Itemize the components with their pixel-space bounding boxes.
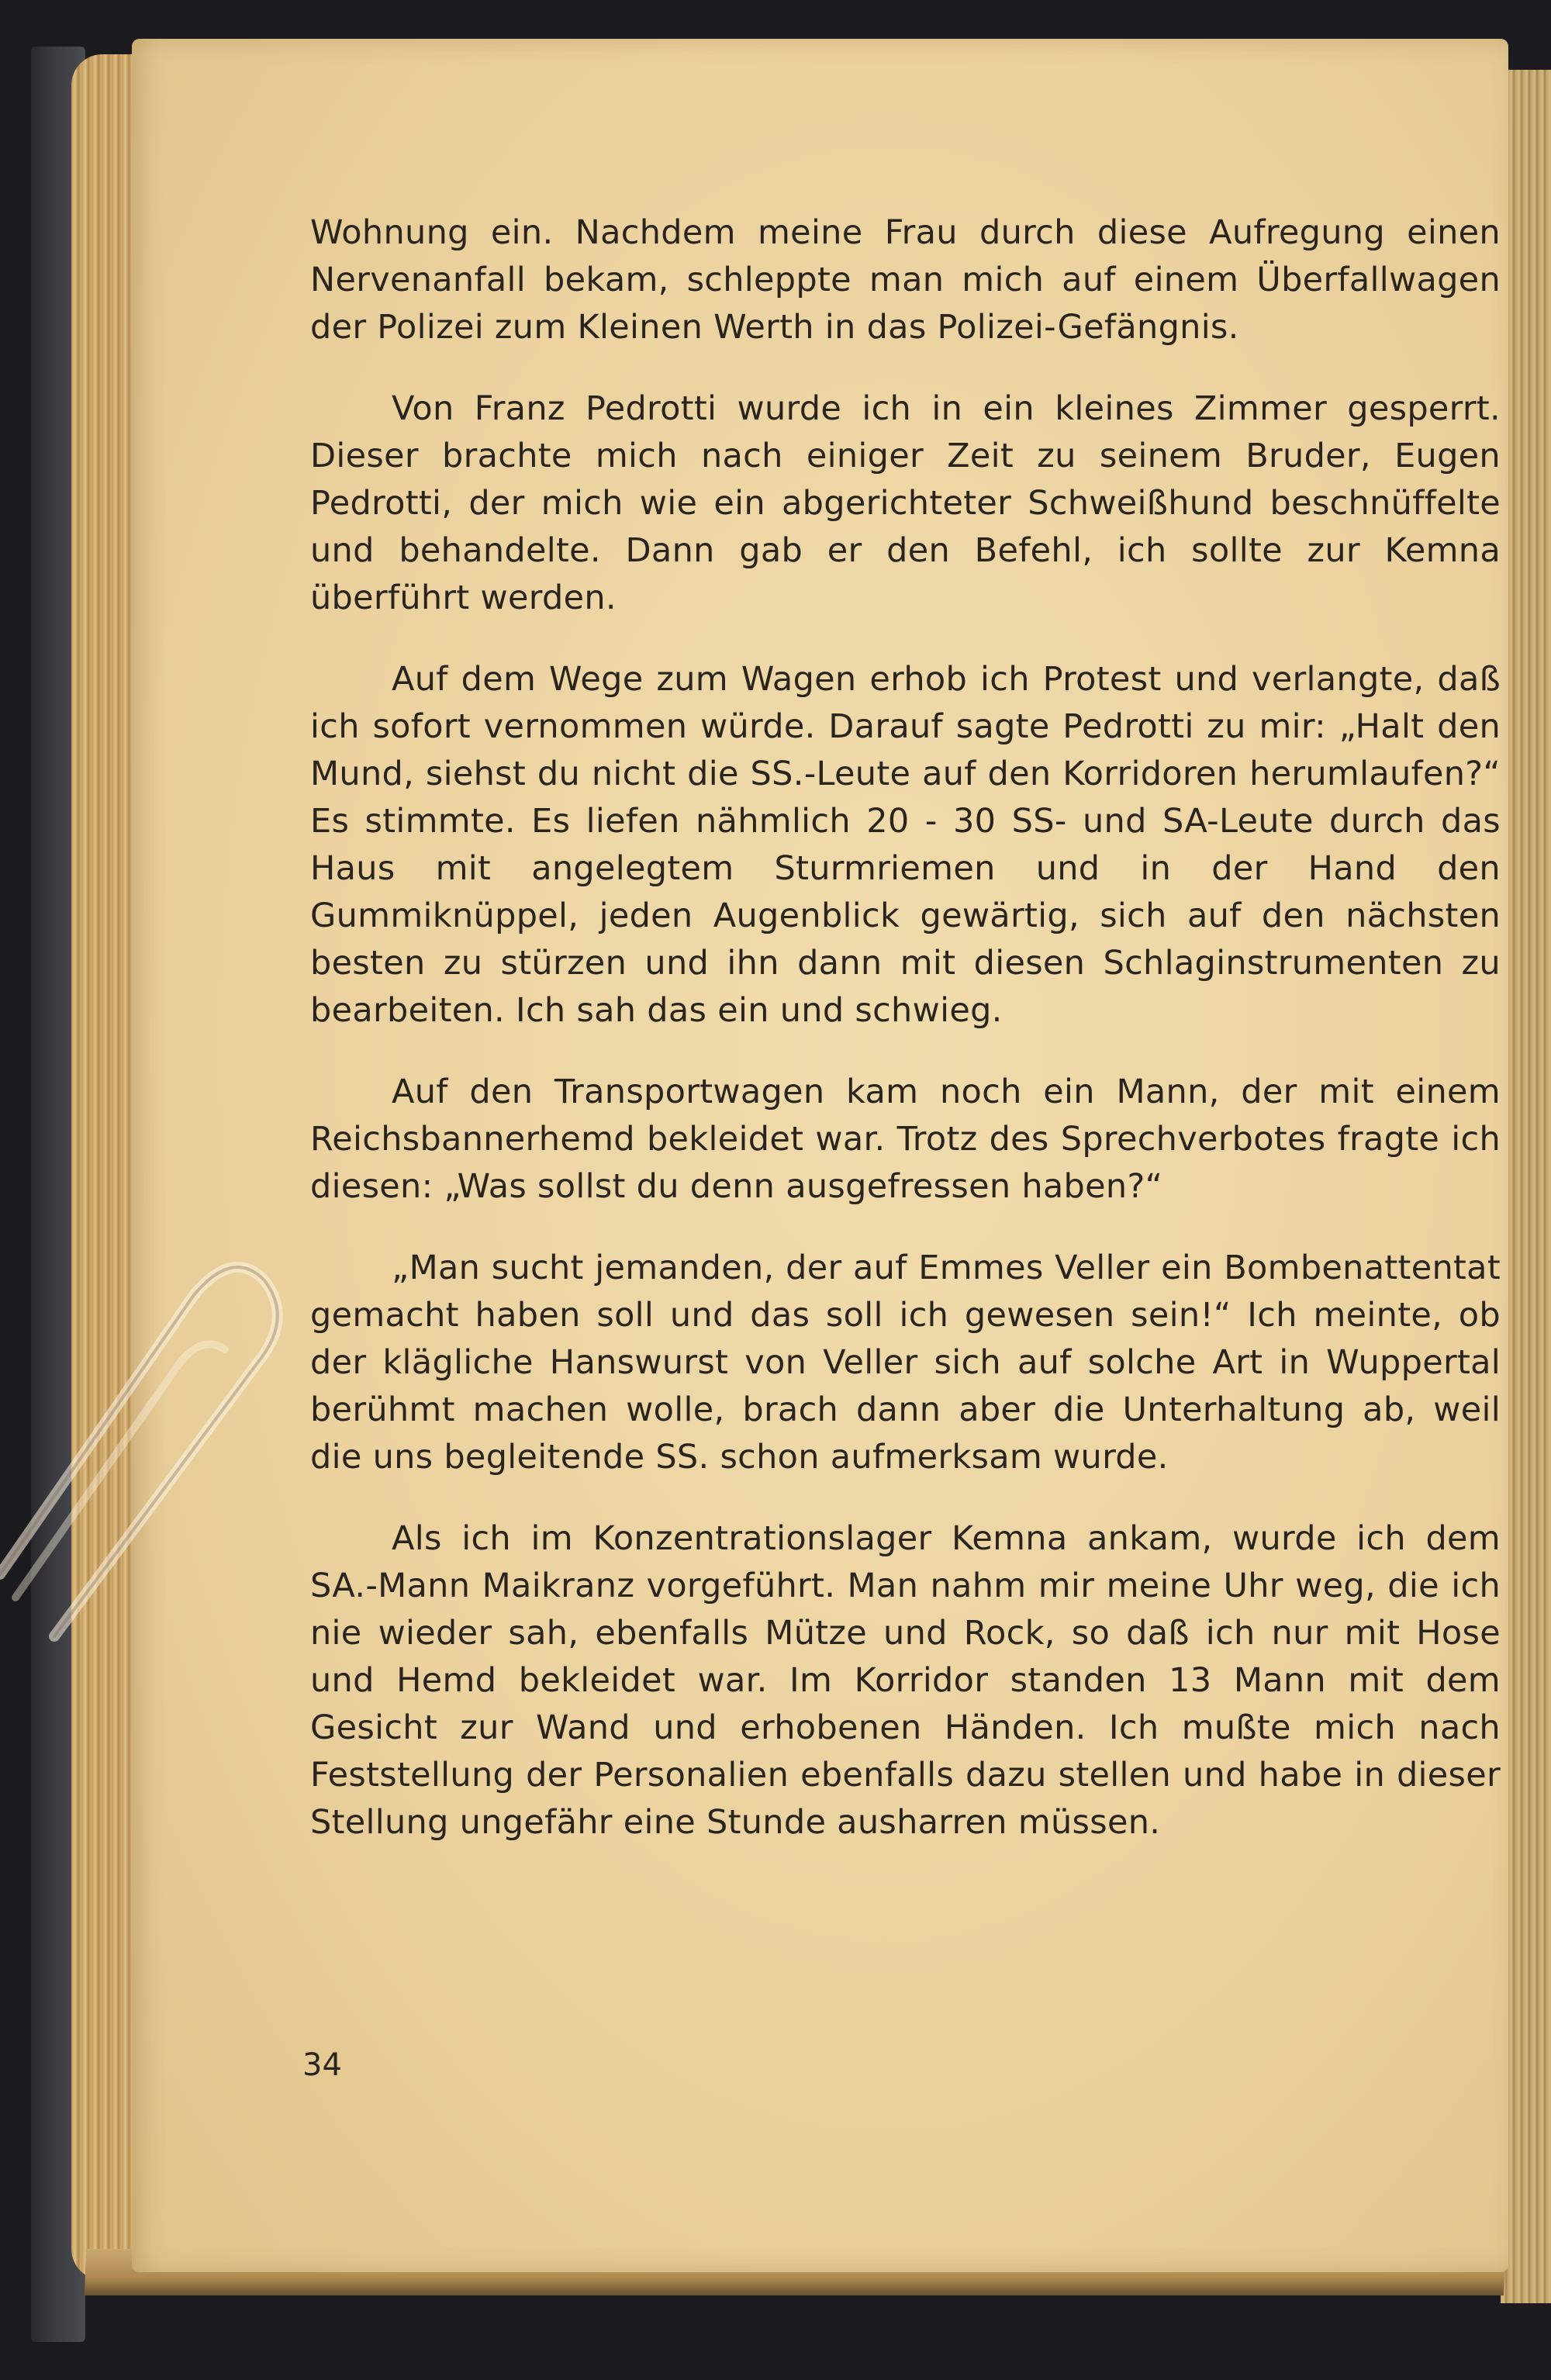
page-edges-left: [71, 54, 141, 2280]
page-text: [310, 209, 1501, 1846]
paragraph-3: Auf dem Wege zum Wagen erhob ich Protest und verlangte, daß ich sofort vernommen würde. Darauf sagte Pedrotti zu mir: „Halt den Mund, siehst du nicht die SS.-Leute auf den Korridoren herumlaufen?“ Es stimmte. Es liefen nähmlich 20 - 30 SS- und SA-Leute durch das Haus mit angelegtem Sturmriemen und in der Hand den Gummiknüppel, jeden Augenblick gewärtig, sich auf den nächsten besten zu stürzen und ihn dann mit diesen Schlaginstrumenten zu bearbeiten. Ich sah das ein und schwieg.: [310, 660, 1501, 1030]
paragraph-5: „Man sucht jemanden, der auf Emmes Veller ein Bombenattentat gemacht haben soll und das soll ich gewesen sein!“ Ich meinte, ob der klägliche Hanswurst von Veller sich auf solche Art in Wuppertal berühmt machen wolle, brach dann aber die Unterhaltung ab, weil die uns begleitende SS. schon aufmerksam wurde.: [310, 1249, 1501, 1477]
paragraph-2: Von Franz Pedrotti wurde ich in ein kleines Zimmer gesperrt. Dieser brachte mich nach einiger Zeit zu seinem Bruder, Eugen Pedrotti, der mich wie ein abgerichteter Schweißhund beschnüffelte und behandelte. Dann gab er den Befehl, ich sollte zur Kemna überführt werden.: [310, 389, 1501, 617]
page-number: 34: [302, 2047, 342, 2083]
paragraph-1: Wohnung ein. Nachdem meine Frau durch diese Aufregung einen Nervenanfall bekam, schleppte man mich auf einem Überfallwagen der Polizei zum Kleinen Werth in das Polizei-Gefängnis.: [310, 213, 1501, 347]
paragraph-4: Auf den Transportwagen kam noch ein Mann, der mit einem Reichsbannerhemd bekleidet war. Trotz des Sprechverbotes fragte ich diesen: „Was sollst du denn ausgefressen haben?“: [310, 1073, 1501, 1206]
paragraph-6: Als ich im Konzentrationslager Kemna ankam, wurde ich dem SA.-Mann Maikranz vorgeführt. Man nahm mir meine Uhr weg, die ich nie wieder sah, ebenfalls Mütze und Rock, so daß ich nur mit Hose und Hemd bekleidet war. Im Korridor standen 13 Mann mit dem Gesicht zur Wand und erhobenen Händen. Ich mußte mich nach Feststellung der Personalien ebenfalls dazu stellen und habe in dieser Stellung ungefähr eine Stunde ausharren müssen.: [310, 1519, 1501, 1842]
